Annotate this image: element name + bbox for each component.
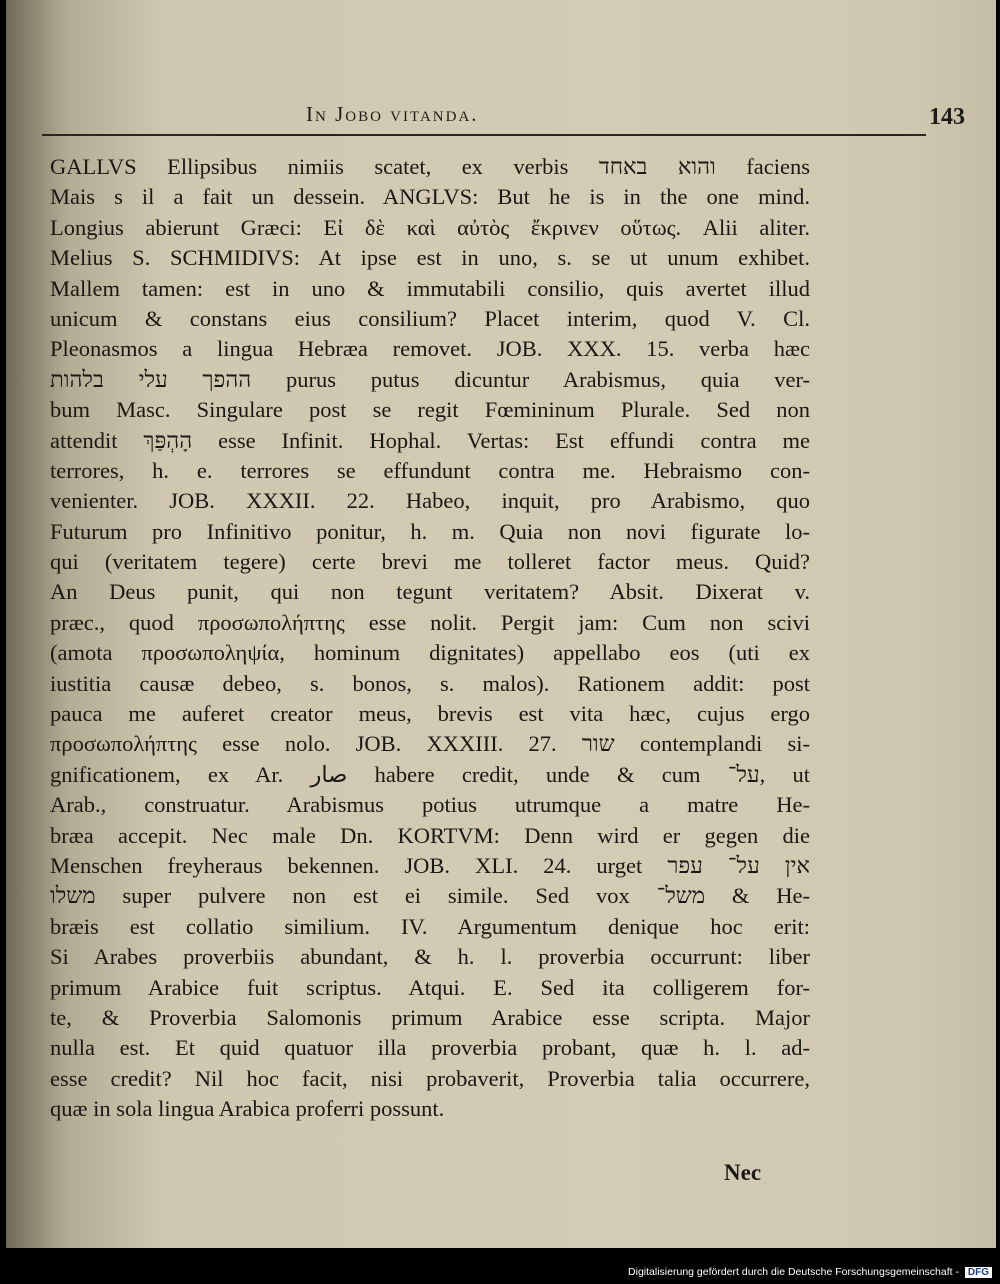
text-line: primum Arabice fuit scriptus. Atqui. E. Sed ita colligerem for-: [50, 974, 810, 1000]
text-line: bræa accepit. Nec male Dn. KORTVM: Denn wird er gegen die: [50, 822, 810, 848]
text-line: attendit הָהְפַּךְ esse Infinit. Hophal. Vertas: Est effundi contra me: [50, 427, 810, 453]
text-line: An Deus punit, qui non tegunt veritatem? Absit. Dixerat v.: [50, 579, 810, 605]
text-line: Mallem tamen: est in uno & immutabili consilio, quis avertet illud: [50, 275, 810, 301]
dfg-logo: DFG: [965, 1267, 992, 1278]
funding-footer: [628, 1266, 992, 1278]
text-line: bræis est collatio similium. IV. Argumentum denique hoc erit:: [50, 913, 810, 939]
book-page: [6, 0, 996, 1248]
text-line: Mais s il a fait un dessein. ANGLVS: But he is in the one mind.: [50, 184, 810, 210]
text-line: unicum & constans eius consilium? Placet interim, quod V. Cl.: [50, 305, 810, 331]
text-line: Si Arabes proverbiis abundant, & h. l. proverbia occurrunt: liber: [50, 944, 810, 970]
text-line: venienter. JOB. XXXII. 22. Habeo, inquit, pro Arabismo, quo: [50, 488, 810, 514]
text-line: nulla est. Et quid quatuor illa proverbia probant, quæ h. l. ad-: [50, 1035, 810, 1061]
body-text: [50, 152, 810, 1125]
text-line: Pleonasmos a lingua Hebræa removet. JOB. XXX. 15. verba hæc: [50, 336, 810, 362]
text-line: quæ in sola lingua Arabica proferri possunt.: [50, 1096, 445, 1122]
text-line: Longius abierunt Græci: Εἰ δὲ καὶ αὐτὸς ἔκρινεν οὕτως. Alii aliter.: [50, 214, 810, 240]
text-line: προσωπολήπτης esse nolo. JOB. XXXIII. 27. שור contemplandi si-: [50, 731, 810, 757]
text-line: Arab., construatur. Arabismus potius utrumque a matre He-: [50, 792, 810, 818]
text-line: terrores, h. e. terrores se effundunt contra me. Hebraismo con-: [50, 457, 810, 483]
text-line: esse credit? Nil hoc facit, nisi probaverit, Proverbia talia occurrere,: [50, 1065, 810, 1091]
text-line: Menschen freyheraus bekennen. JOB. XLI. 24. urget אין על־ עפר: [50, 852, 810, 878]
page-number: 143: [929, 104, 965, 130]
text-line: qui (veritatem tegere) certe brevi me tolleret factor meus. Quid?: [50, 549, 810, 575]
text-line: (amota προσωποληψία, hominum dignitates) appellabo eos (uti ex: [50, 640, 810, 666]
running-head-title: In Jobo vitanda.: [306, 102, 479, 126]
text-line: משלו super pulvere non est ei simile. Sed vox משל־ & He-: [50, 883, 810, 909]
catchword: Nec: [724, 1160, 762, 1185]
running-head: [6, 98, 996, 138]
text-line: iustitia causæ debeo, s. bonos, s. malos). Rationem addit: post: [50, 670, 810, 696]
text-line: Futurum pro Infinitivo ponitur, h. m. Quia non novi figurate lo-: [50, 518, 810, 544]
text-line: ההפך עלי בלהות purus putus dicuntur Arabismus, quia ver-: [50, 366, 810, 392]
text-line: GALLVS Ellipsibus nimiis scatet, ex verbis והוא באחד faciens: [50, 154, 810, 179]
text-line: Melius S. SCHMIDIVS: At ipse est in uno, s. se ut unum exhibet.: [50, 245, 810, 271]
text-line: gnificationem, ex Ar. صار habere credit, unde & cum על־, ut: [50, 761, 810, 787]
text-line: præc., quod προσωπολήπτης esse nolit. Pergit jam: Cum non scivi: [50, 609, 810, 635]
head-rule: [42, 134, 926, 136]
footer-text: Digitalisierung gefördert durch die Deutsche Forschungsgemeinschaft -: [628, 1266, 959, 1278]
text-line: pauca me auferet creator meus, brevis est vita hæc, cujus ergo: [50, 701, 810, 727]
text-line: bum Masc. Singulare post se regit Fœmininum Plurale. Sed non: [50, 397, 810, 423]
text-line: te, & Proverbia Salomonis primum Arabice esse scripta. Major: [50, 1004, 810, 1030]
